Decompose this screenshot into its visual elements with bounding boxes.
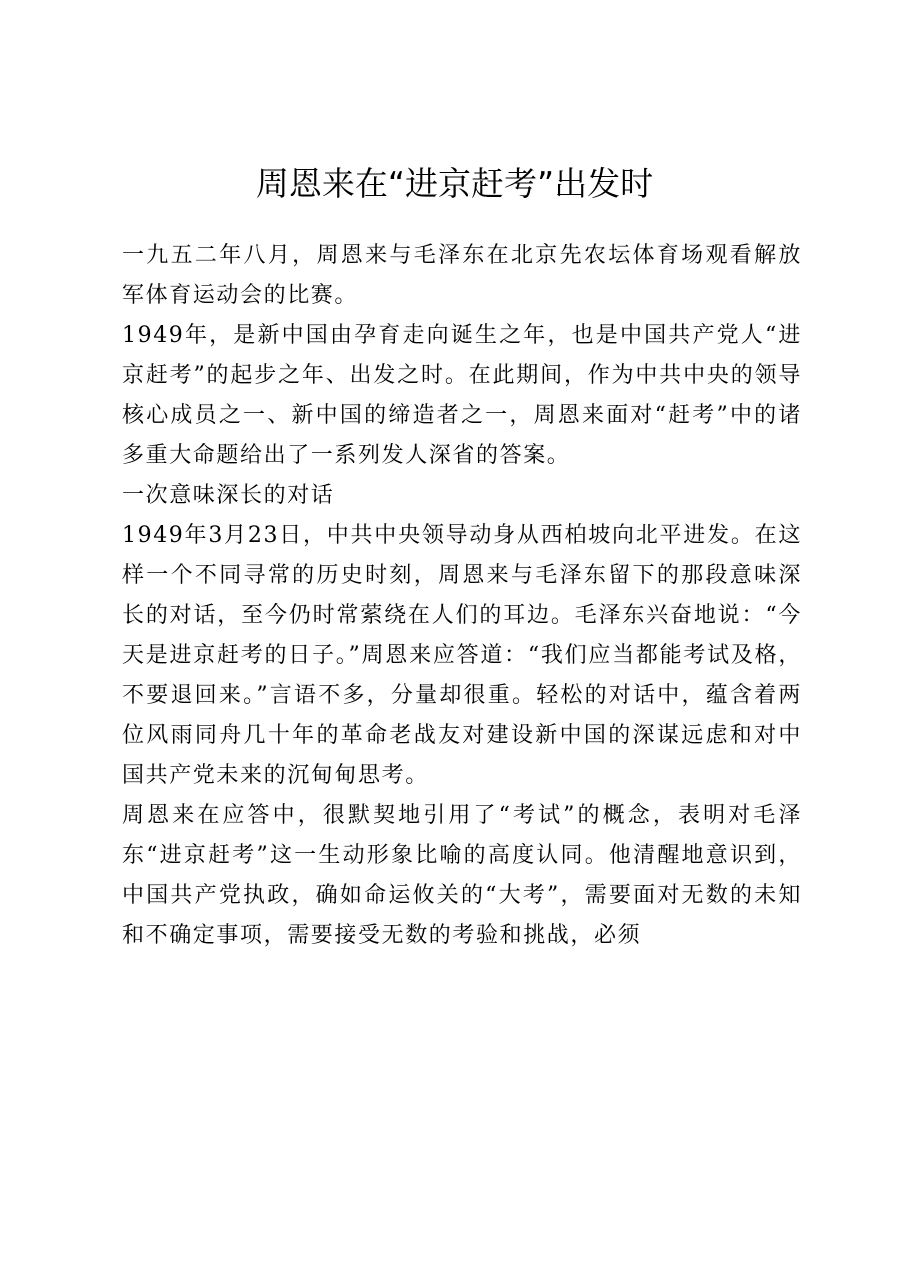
document-body bbox=[122, 236, 802, 956]
paragraph-intro: 1949年，是新中国由孕育走向诞生之年，也是中国共产党人“进京赶考”的起步之年、出发之时。在此期间，作为中共中央的领导核心成员之一、新中国的缔造者之一，周恩来面对“赶考”中的诸多重大命题给出了一系列发人深省的答案。 bbox=[122, 323, 802, 468]
paragraph-photo-caption: 一九五二年八月，周恩来与毛泽东在北京先农坛体育场观看解放军体育运动会的比赛。 bbox=[122, 243, 802, 308]
paragraph-dialogue: 1949年3月23日，中共中央领导动身从西柏坡向北平进发。在这样一个不同寻常的历史时刻，周恩来与毛泽东留下的那段意味深长的对话，至今仍时常萦绕在人们的耳边。毛泽东兴奋地说：“今天是进京赶考的日子。”周恩来应答道：“我们应当都能考试及格，不要退回来。”言语不多，分量却很重。轻松的对话中，蕴含着两位风雨同舟几十年的革命老战友对建设新中国的深谋远虑和对中国共产党未来的沉甸甸思考。 bbox=[122, 523, 802, 788]
document-title: 周恩来在“进京赶考”出发时 bbox=[255, 164, 654, 203]
paragraph-exam-concept: 周恩来在应答中，很默契地引用了“考试”的概念，表明对毛泽东“进京赶考”这一生动形象比喻的高度认同。他清醒地意识到，中国共产党执政，确如命运攸关的“大考”，需要面对无数的未知和不确定事项，需要接受无数的考验和挑战，必须 bbox=[122, 803, 802, 948]
section-heading: 一次意味深长的对话 bbox=[122, 483, 335, 508]
